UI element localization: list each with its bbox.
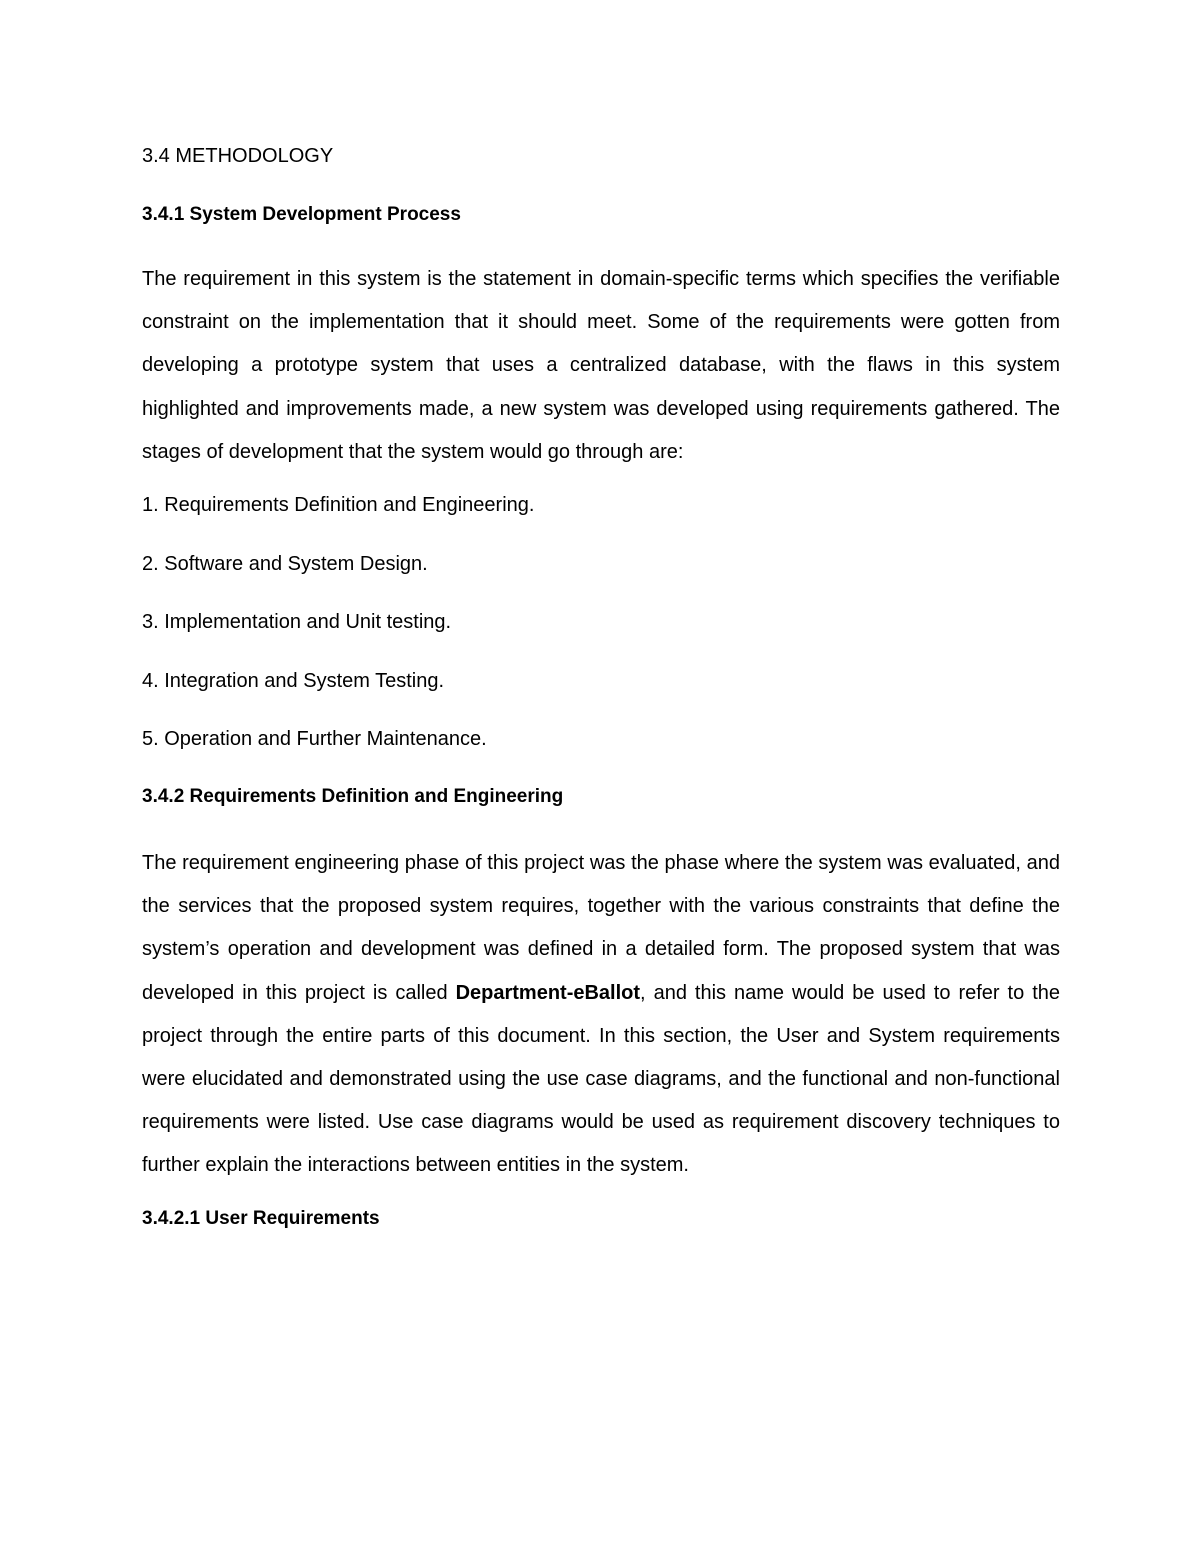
paragraph-text-part: , and this name would be used to refer to the project through the entire parts of this document. In this section, the User and System requirements were elucidated and demonstrated using the use case diagrams, and the functional and non-functional requirements were listed. Use case diagrams would be used as requirement discovery techniques to further explain the interactions between entities in the system.: [142, 981, 1060, 1177]
spacer: [142, 753, 1060, 783]
stages-list: [142, 491, 1060, 753]
subsection-heading-requirements-definition: 3.4.2 Requirements Definition and Engineering: [142, 786, 564, 808]
subsection-heading-user-requirements: 3.4.2.1 User Requirements: [142, 1207, 380, 1229]
list-item: 1. Requirements Definition and Engineering.: [142, 494, 535, 517]
list-item: 4. Integration and System Testing.: [142, 669, 445, 692]
spacer: [142, 1188, 1060, 1205]
paragraph-requirements-definition: [142, 842, 1060, 1188]
list-item: 2. Software and System Design.: [142, 552, 428, 575]
list-item: 5. Operation and Further Maintenance.: [142, 728, 487, 751]
list-item: 3. Implementation and Unit testing.: [142, 611, 452, 634]
paragraph-text-part: The requirement engineering phase of this project was the phase where the system was evaluated, and the services that the proposed system requires, together with the various constraints that define the system’s operation and development was defined in a detailed form. The proposed system that was developed in this project is called: [142, 852, 1060, 1004]
spacer: [142, 229, 1060, 258]
paragraph-system-development: The requirement in this system is the statement in domain-specific terms which specifies the verifiable constraint on the implementation that it should meet. Some of the requirements were gotten from developing a prototype system that uses a centralized database, with the flaws in this system highlighted and improvements made, a new system was developed using requirements gathered. The stages of development that the system would go through are:: [142, 268, 1060, 463]
document-content: [142, 142, 1060, 1233]
spacer: [142, 811, 1060, 842]
section-heading: 3.4 METHODOLOGY: [142, 145, 334, 167]
system-name-bold: Department-eBallot: [455, 981, 641, 1004]
spacer: [142, 474, 1060, 491]
spacer: [142, 170, 1060, 201]
subsection-heading-system-development: 3.4.1 System Development Process: [142, 204, 461, 225]
